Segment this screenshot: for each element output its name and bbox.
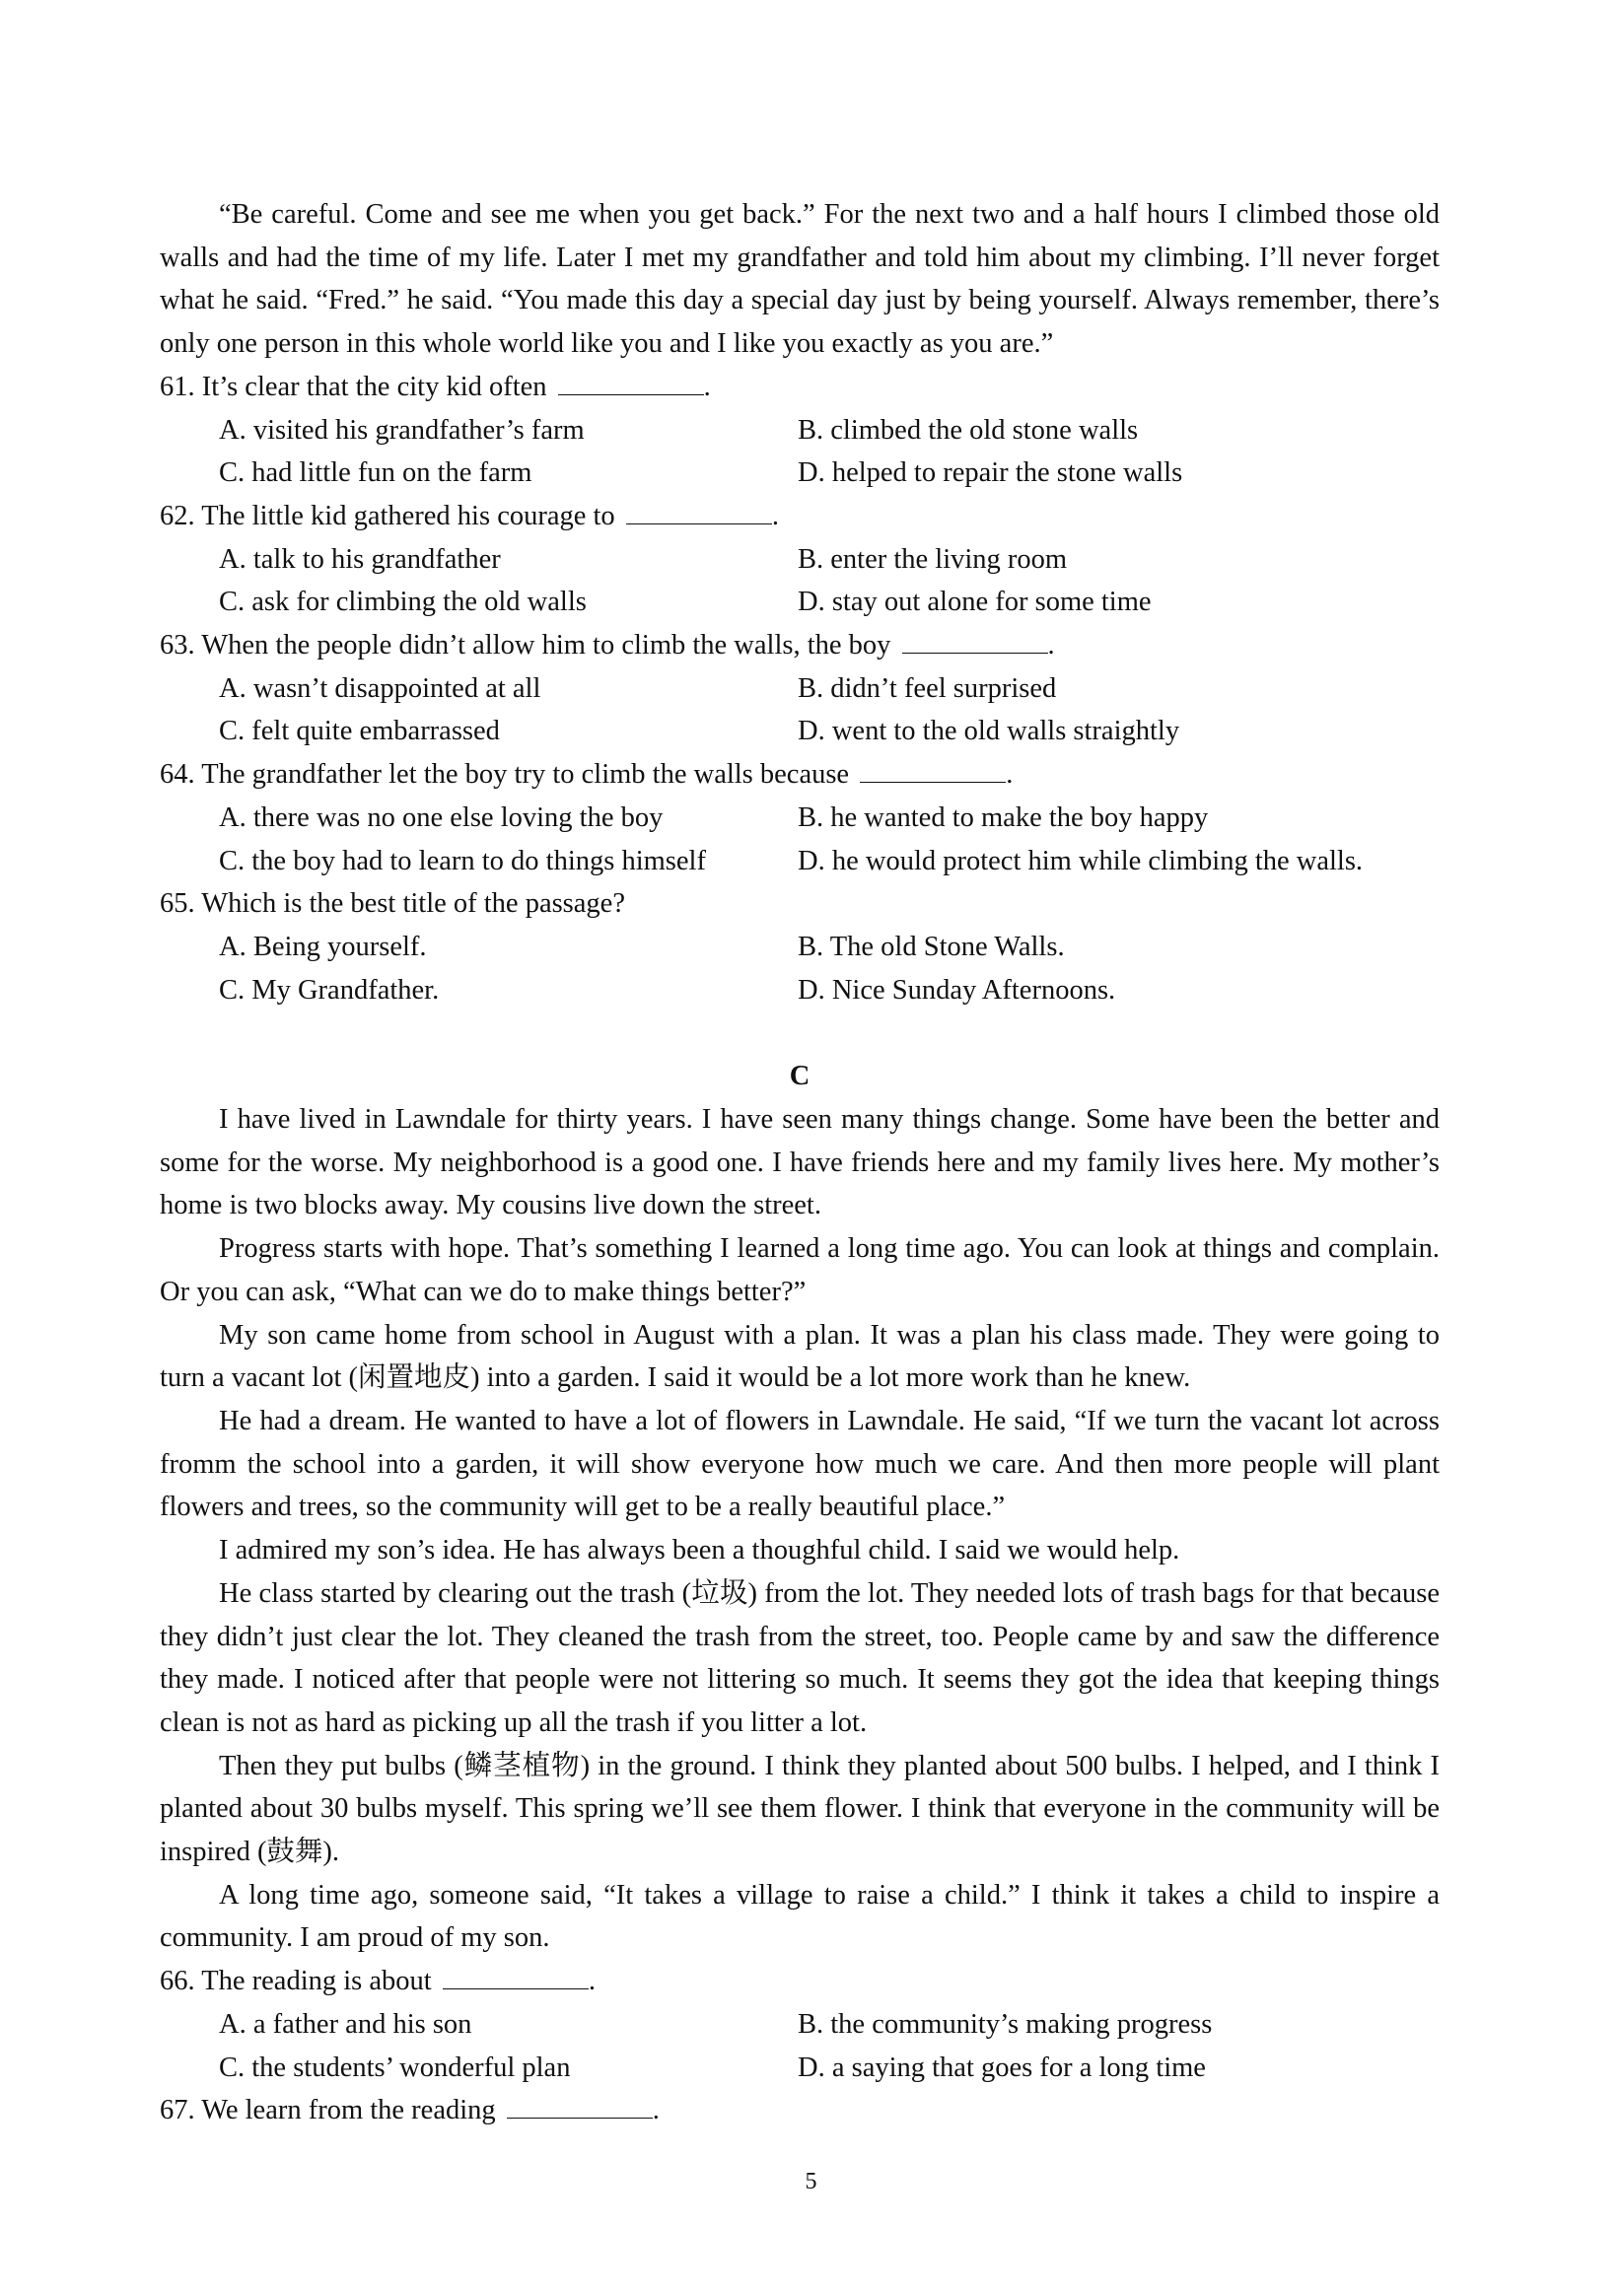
option-a: A. a father and his son	[219, 2008, 472, 2040]
question-stem	[160, 366, 1440, 409]
passage-b-ending	[160, 193, 1440, 366]
passage-c	[160, 1098, 1440, 1960]
answer-blank	[626, 497, 772, 524]
option-b: B. didn’t feel surprised	[798, 672, 1057, 704]
option-a: A. visited his grandfather’s farm	[219, 414, 585, 446]
question-end: .	[771, 500, 779, 531]
question-text: 64. The grandfather let the boy try to climb the walls because	[160, 759, 850, 791]
option-c: C. ask for climbing the old walls	[219, 587, 587, 618]
option-a: A. Being yourself.	[219, 931, 427, 962]
paragraph: I have lived in Lawndale for thirty years. I have seen many things change. Some have been the better and some for the worse. My neighborhood is a good one. I have friends here and my family lives here. My mother’s home is two blocks away. My cousins live down the street.	[160, 1104, 1440, 1221]
answer-blank	[558, 368, 704, 395]
option-c: C. My Grandfather.	[219, 974, 440, 1006]
option-c: C. the boy had to learn to do things himself	[219, 845, 706, 876]
question-65	[160, 882, 1440, 1011]
question-end: .	[588, 1966, 596, 1997]
option-a: A. wasn’t disappointed at all	[219, 672, 541, 704]
option-b: B. climbed the old stone walls	[798, 414, 1139, 446]
paragraph: Then they put bulbs (鳞茎植物) in the ground. I think they planted about 500 bulbs. I helped, and I think I planted about 30 bulbs myself. This spring we’ll see them flower. I think that everyone in the community will be inspired (鼓舞).	[160, 1750, 1440, 1868]
answer-blank	[902, 626, 1048, 654]
exam-page	[160, 193, 1440, 2132]
option-c: C. had little fun on the farm	[219, 457, 532, 489]
question-61	[160, 366, 1440, 495]
questions-b	[160, 366, 1440, 1012]
answer-blank	[507, 2091, 653, 2119]
answer-blank	[443, 1962, 589, 1989]
question-end: .	[1006, 759, 1014, 791]
section-c-heading: C	[789, 1061, 811, 1092]
paragraph: My son came home from school in August with a plan. It was a plan his class made. They were going to turn a vacant lot (闲置地皮) into a garden. I said it would be a lot more work than he knew.	[160, 1319, 1440, 1394]
paragraph: A long time ago, someone said, “It takes a village to raise a child.” I think it takes a child to inspire a community. I am proud of my son.	[160, 1879, 1440, 1954]
question-66	[160, 1960, 1440, 2089]
option-b: B. the community’s making progress	[798, 2008, 1213, 2040]
option-b: B. enter the living room	[798, 543, 1068, 575]
question-stem	[160, 882, 1440, 926]
question-text: 65. Which is the best title of the passage?	[160, 888, 625, 920]
question-text: 62. The little kid gathered his courage to	[160, 500, 615, 531]
paragraph: Progress starts with hope. That’s something I learned a long time ago. You can look at things and complain. Or you can ask, “What can we do to make things better?”	[160, 1233, 1440, 1307]
option-d: D. helped to repair the stone walls	[798, 457, 1183, 489]
option-b: B. The old Stone Walls.	[798, 931, 1065, 962]
paragraph: “Be careful. Come and see me when you get back.” For the next two and a half hours I climbed those old walls and had the time of my life. Later I met my grandfather and told him about my climbing. I’ll never forget what he said. “Fred.” he said. “You made this day a special day just by being yourself. Always remember, there’s only one person in this whole world like you and I like you exactly as you are.”	[160, 199, 1440, 360]
question-text: 67. We learn from the reading	[160, 2095, 496, 2126]
paragraph: He had a dream. He wanted to have a lot of flowers in Lawndale. He said, “If we turn the vacant lot across fromm the school into a garden, it will show everyone how much we care. And then more people will plant flowers and trees, so the community will get to be a really beautiful place.”	[160, 1405, 1440, 1523]
question-end: .	[1047, 630, 1055, 661]
option-d: D. he would protect him while climbing the walls.	[798, 845, 1364, 876]
option-d: D. went to the old walls straightly	[798, 716, 1180, 747]
option-d: D. Nice Sunday Afternoons.	[798, 974, 1116, 1006]
question-63	[160, 624, 1440, 753]
question-text: 66. The reading is about	[160, 1966, 432, 1997]
page-number: 5	[805, 2169, 817, 2194]
paragraph: I admired my son’s idea. He has always been a thoughful child. I said we would help.	[219, 1535, 1180, 1566]
question-stem	[160, 1960, 1440, 2003]
question-62	[160, 495, 1440, 624]
option-a: A. there was no one else loving the boy	[219, 801, 664, 833]
option-c: C. felt quite embarrassed	[219, 716, 500, 747]
question-stem	[160, 753, 1440, 797]
question-stem	[160, 624, 1440, 667]
option-b: B. he wanted to make the boy happy	[798, 801, 1209, 833]
option-d: D. a saying that goes for a long time	[798, 2052, 1206, 2083]
question-text: 61. It’s clear that the city kid often	[160, 371, 547, 402]
question-end: .	[652, 2095, 660, 2126]
question-end: .	[703, 371, 711, 402]
question-64	[160, 753, 1440, 882]
option-a: A. talk to his grandfather	[219, 543, 501, 575]
question-text: 63. When the people didn’t allow him to climb the walls, the boy	[160, 630, 891, 661]
answer-blank	[860, 755, 1006, 783]
question-67	[160, 2089, 1440, 2132]
question-stem	[160, 2089, 1440, 2132]
questions-c	[160, 1960, 1440, 2132]
question-stem	[160, 495, 1440, 538]
option-d: D. stay out alone for some time	[798, 587, 1152, 618]
paragraph: He class started by clearing out the trash (垃圾) from the lot. They needed lots of trash bags for that because they didn’t just clear the lot. They cleaned the trash from the street, too. People came by and saw the difference they made. I noticed after that people were not littering so much. It seems they got the idea that keeping things clean is not as hard as picking up all the trash if you litter a lot.	[160, 1577, 1440, 1738]
option-c: C. the students’ wonderful plan	[219, 2052, 571, 2083]
